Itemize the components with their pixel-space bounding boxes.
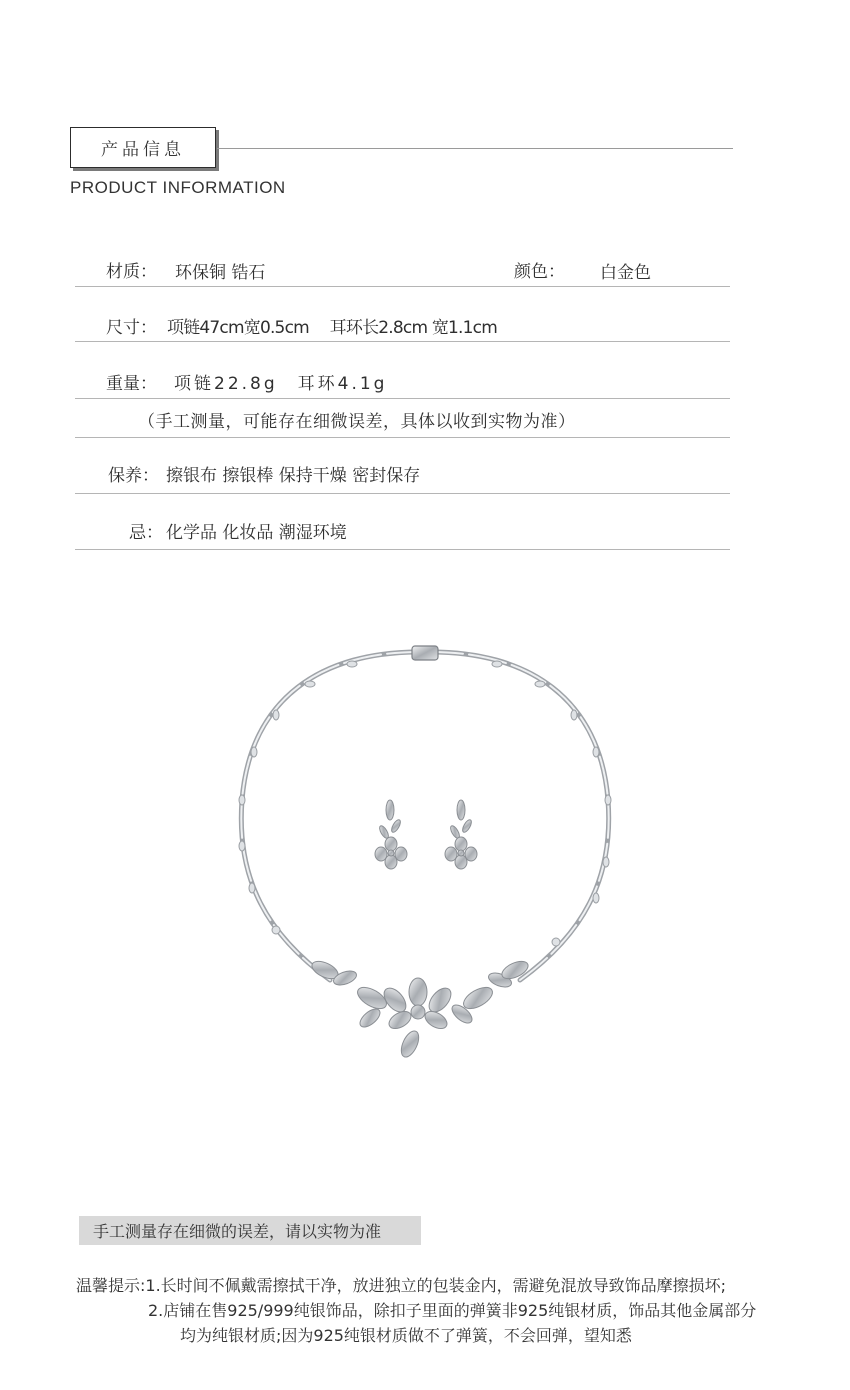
- avoid-label: 忌：: [129, 523, 163, 543]
- earring-right: [445, 800, 477, 869]
- measurement-note-text: 手工测量存在细微的误差，请以实物为准: [93, 1222, 382, 1241]
- material-label: 材质：: [106, 262, 157, 282]
- measurement-note-bar: [79, 1216, 421, 1245]
- weight-note: （手工测量，可能存在细微误差，具体以收到实物为准）: [138, 412, 576, 432]
- tip-line-2: 2.店铺在售925/999纯银饰品，除扣子里面的弹簧非925纯银材质，饰品其他金属部分: [148, 1301, 757, 1320]
- material-value: 环保铜 锆石: [175, 263, 266, 283]
- weight-label: 重量：: [106, 374, 157, 394]
- color-label: 颜色：: [514, 262, 565, 282]
- size-label: 尺寸：: [106, 318, 157, 338]
- care-value: 擦银布 擦银棒 保持干燥 密封保存: [166, 466, 421, 486]
- color-value: 白金色: [600, 263, 651, 283]
- care-label: 保养：: [108, 466, 159, 486]
- earring-left: [375, 800, 407, 869]
- tip-line-3: 均为纯银材质;因为925纯银材质做不了弹簧，不会回弹，望知悉: [180, 1326, 632, 1345]
- section-subtitle: PRODUCT INFORMATION: [70, 178, 286, 197]
- section-title: 产品信息: [101, 140, 185, 160]
- tip-line-1: 温馨提示:1.长时间不佩戴需擦拭干净，放进独立的包装金内，需避免混放导致饰品摩擦损坏;: [76, 1276, 727, 1295]
- necklace-pendant: [309, 958, 530, 1060]
- necklace-chain: [241, 652, 608, 980]
- weight-value: 项链22.8g 耳环4.1g: [174, 374, 388, 394]
- avoid-value: 化学品 化妆品 潮湿环境: [166, 523, 347, 543]
- necklace-clasp: [412, 646, 438, 660]
- size-value: 项链47cm宽0.5cm 耳环长2.8cm 宽1.1cm: [167, 318, 497, 338]
